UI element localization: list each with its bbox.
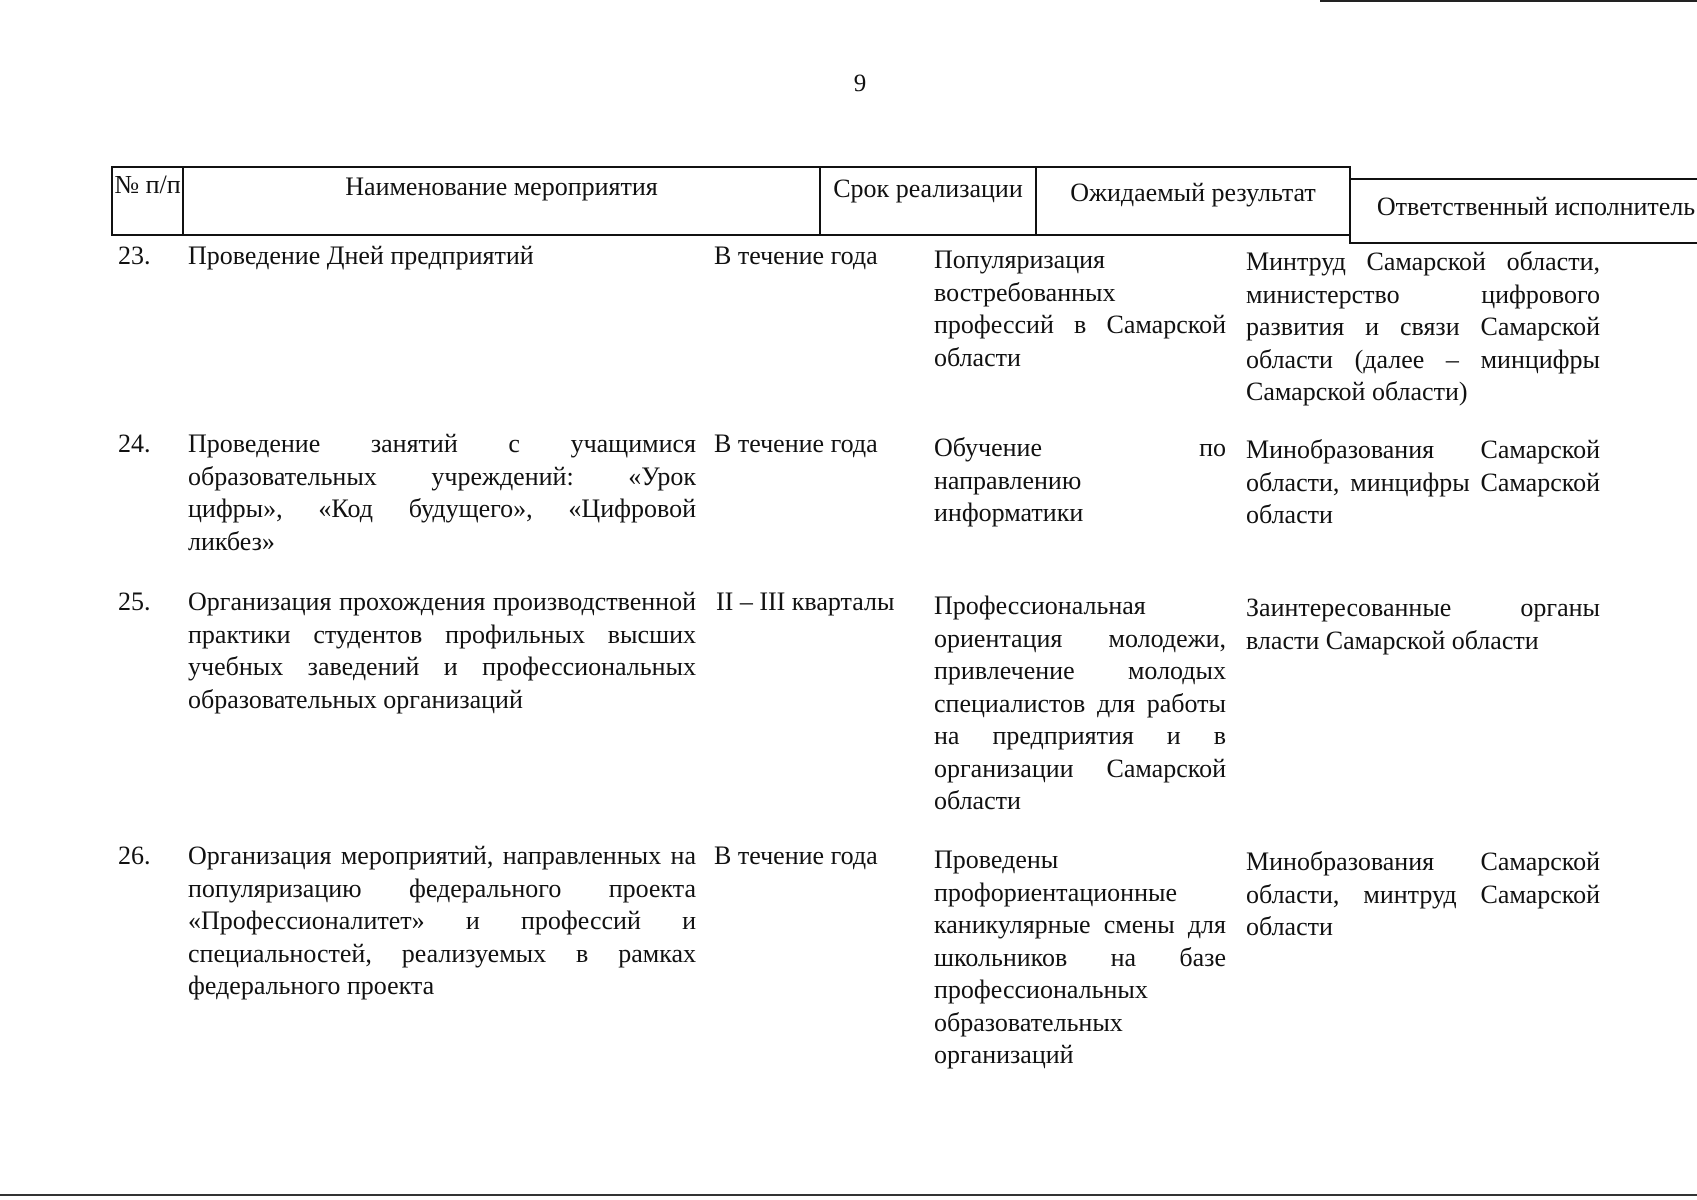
- row-name: Проведение Дней предприятий: [188, 241, 534, 270]
- header-num: № п/п: [111, 166, 184, 236]
- row-result: Профессиональная ориентация молодежи, привлечение молодых специалистов для работы на предприятия и в организации Самарской области: [934, 591, 1226, 815]
- row-name: Проведение занятий с учащимися образовательных учреждений: «Урок цифры», «Код будущего», «Цифровой ликбез»: [188, 429, 696, 556]
- row-number: 24.: [118, 429, 151, 458]
- header-result: Ожидаемый результат: [1035, 166, 1351, 236]
- row-responsible: Минтруд Самарской области, министерство цифрового развития и связи Самарской области (далее – минцифры Самарской области): [1246, 247, 1600, 406]
- top-edge-rule: [1320, 0, 1697, 2]
- row-result: Обучение по направлению информатики: [934, 433, 1226, 527]
- row-number: 23.: [118, 241, 151, 270]
- row-term: В течение года: [714, 241, 878, 270]
- row-number: 26.: [118, 841, 151, 870]
- row-name: Организация мероприятий, направленных на популяризацию федерального проекта «Профессионалитет» и профессий и специальностей, реализуемых в рамках федерального проекта: [188, 841, 696, 1000]
- row-number: 25.: [118, 587, 151, 616]
- header-name: Наименование мероприятия: [182, 166, 821, 236]
- row-term: В течение года: [714, 429, 878, 458]
- page-number: 9: [853, 70, 867, 97]
- bottom-edge-rule: [0, 1194, 1697, 1196]
- row-responsible: Минобразования Самарской области, минтруд Самарской области: [1246, 847, 1600, 941]
- header-term: Срок реализации: [819, 166, 1037, 236]
- row-term: В течение года: [714, 841, 878, 870]
- header-responsible: Ответственный исполнитель: [1349, 178, 1697, 244]
- table-header: [111, 166, 1696, 236]
- row-responsible: Минобразования Самарской области, минцифры Самарской области: [1246, 435, 1600, 529]
- row-term: II – III кварталы: [716, 587, 895, 616]
- row-result: Проведены профориентационные каникулярные смены для школьников на базе профессиональных образовательных организаций: [934, 845, 1226, 1069]
- row-result: Популяризация востребованных профессий в Самарской области: [934, 245, 1226, 372]
- row-name: Организация прохождения производственной практики студентов профильных высших учебных заведений и профессиональных образовательных организаций: [188, 587, 696, 714]
- row-responsible: Заинтересованные органы власти Самарской области: [1246, 593, 1600, 655]
